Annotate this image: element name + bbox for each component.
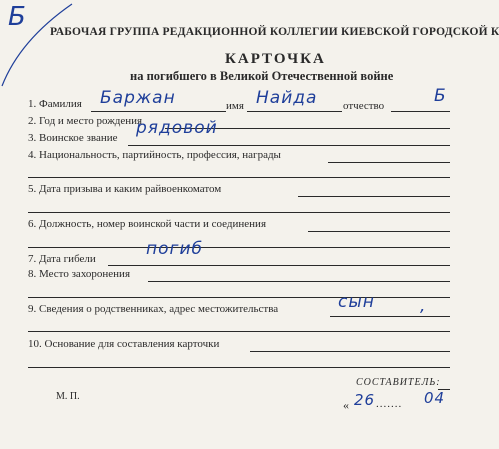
field-basis-label: 10. Основание для составления карточки: [28, 338, 220, 350]
date-open-quote: «: [343, 398, 349, 412]
firstname-line: [247, 111, 342, 112]
field-draft-label: 5. Дата призыва и каким райвоенкоматом: [28, 183, 222, 195]
card-subtitle: на погибшего в Великой Отечественной войне: [130, 69, 394, 83]
card-title: КАРТОЧКА: [225, 51, 326, 67]
field-rank-label: 3. Воинское звание: [28, 132, 118, 144]
corner-mark: Б: [8, 2, 26, 32]
date-day: 26: [354, 391, 376, 409]
relatives-value: сын: [338, 292, 375, 312]
date-month: 04: [424, 389, 446, 407]
nationality-line: [328, 162, 450, 163]
field-firstname-label: имя: [226, 100, 244, 112]
draft-line-2: [28, 212, 450, 213]
nationality-line-2: [28, 177, 450, 178]
unit-line-2: [28, 247, 450, 248]
burial-line: [148, 281, 450, 282]
patronymic-value: Б: [434, 86, 447, 106]
surname-line: [91, 111, 226, 112]
relatives-value-tail: ,: [420, 296, 427, 316]
relatives-line: [330, 316, 450, 317]
burial-line-2: [28, 297, 450, 298]
unit-line: [308, 231, 450, 232]
rank-line: [128, 145, 450, 146]
field-burial-label: 8. Место захоронения: [28, 268, 130, 280]
surname-value: Баржан: [100, 88, 176, 108]
stamp-place-label: М. П.: [56, 391, 80, 402]
firstname-value: Найда: [256, 88, 318, 108]
field-surname-label: 1. Фамилия: [28, 98, 82, 110]
field-unit-label: 6. Должность, номер воинской части и соединения: [28, 218, 266, 230]
draft-line: [298, 196, 450, 197]
field-nationality-label: 4. Национальность, партийность, профессия, награды: [28, 149, 281, 161]
field-relatives-label: 9. Сведения о родственниках, адрес местожительства: [28, 303, 279, 315]
basis-line-2: [28, 367, 450, 368]
rank-value: рядовой: [136, 118, 218, 138]
relatives-line-2: [28, 331, 450, 332]
death-date-value: погиб: [146, 239, 203, 259]
header-organization: РАБОЧАЯ ГРУППА РЕДАКЦИОННОЙ КОЛЛЕГИИ КИЕВСКОЙ ГОРОДСКОЙ К: [50, 26, 499, 38]
field-death-date-label: 7. Дата гибели: [28, 253, 96, 265]
death-date-line: [108, 265, 450, 266]
field-patronymic-label: отчество: [343, 100, 385, 112]
compiler-label: СОСТАВИТЕЛЬ:: [356, 377, 441, 388]
field-birth-label: 2. Год и место рождения: [28, 115, 143, 127]
patronymic-line: [391, 111, 450, 112]
basis-line: [250, 351, 450, 352]
date-dots: .......: [376, 398, 403, 410]
